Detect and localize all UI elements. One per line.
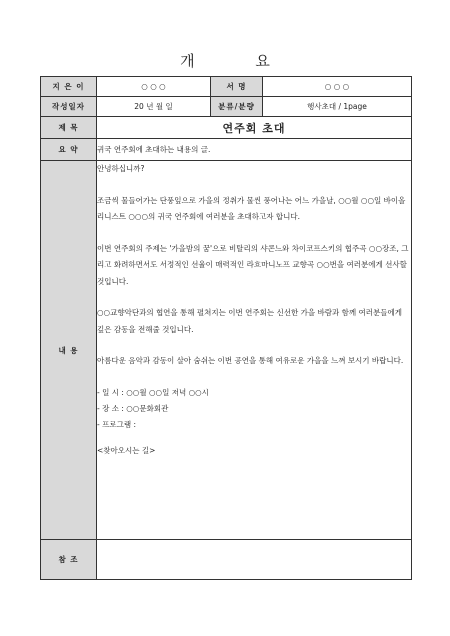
paragraph-1: 조금씩 물들어가는 단풍잎으로 가을의 정취가 물씬 풍어나는 어느 가을날, ○○월 ○○일 바이올리니스트 ○○○의 귀국 연주회에 여러분을 초대하고자 합니다. [97, 195, 406, 221]
category-value: 행사초대 / 1page [263, 97, 412, 117]
summary-value: 귀국 연주회에 초대하는 내용의 글. [97, 139, 412, 161]
detail-venue: - 장 소 : ○○문화회관 [97, 403, 169, 413]
detail-date: - 일 시 : ○○월 ○○일 저녁 ○○시 [97, 387, 209, 397]
paragraph-4: 아름다운 음악과 감동이 살아 숨쉬는 이번 공연을 통해 여유로운 가을을 느껴 보시기 바랍니다. [97, 356, 404, 365]
reference-value [97, 540, 412, 580]
author-value: ○ ○ ○ [97, 77, 211, 97]
date-label: 작성일자 [41, 97, 97, 117]
content-body [97, 161, 412, 540]
paragraph-2: 이번 연주회의 주제는 '가을밤의 꿈'으로 비탈리의 샤콘느와 차이코프스키의 협주곡 ○○장조, 그리고 화려하면서도 서정적인 선율이 매력적인 라흐마니노프 교향곡 ○○번을 여러분에게 선사할 것입니다. [97, 243, 409, 286]
signature-label: 서 명 [211, 77, 263, 97]
subject-value: 연주회 초대 [97, 117, 412, 139]
page-title: 개 요 [180, 52, 298, 70]
signature-value: ○ ○ ○ [263, 77, 412, 97]
subject-label: 제 목 [41, 117, 97, 139]
date-value: 20 년 월 일 [97, 97, 211, 117]
directions-heading: <찾아오시는 길> [97, 445, 156, 455]
content-label: 내 용 [41, 161, 97, 540]
overview-form [40, 76, 412, 580]
paragraph-3: ○○교향악단과의 협연을 통해 펼쳐지는 이번 연주회는 신선한 가을 바람과 함께 여러분들에게 깊은 감동을 전해줄 것입니다. [97, 308, 402, 334]
reference-label: 참 조 [41, 540, 97, 580]
author-label: 지 은 이 [41, 77, 97, 97]
summary-label: 요 약 [41, 139, 97, 161]
detail-program: - 프로그램 : [97, 419, 136, 429]
greeting: 안녕하십니까? [97, 164, 145, 173]
event-details [97, 385, 411, 433]
category-label: 분류/분량 [211, 97, 263, 117]
